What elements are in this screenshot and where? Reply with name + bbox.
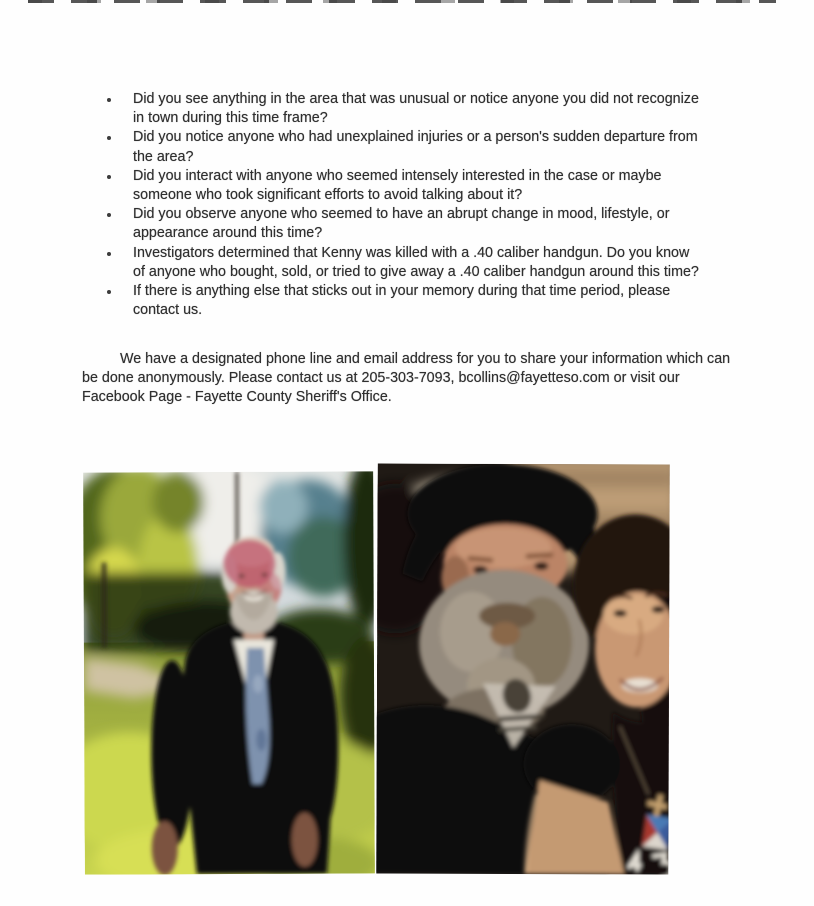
photo-selfie-couple [376, 463, 669, 874]
bullet-icon [107, 175, 111, 179]
photo-man-in-suit [83, 471, 375, 874]
list-item [104, 90, 702, 128]
bullet-text: Did you see anything in the area that was unusual or notice anyone you did not recognize in town during this time frame? [133, 91, 699, 127]
questions-bullet-list [104, 90, 702, 320]
bullet-icon [107, 213, 111, 217]
bullet-icon [107, 252, 111, 256]
list-item [104, 282, 702, 320]
bullet-icon [107, 136, 111, 140]
contact-paragraph: We have a designated phone line and email address for you to share your information which can be done anonymously. Please contact us at 205-303-7093, bcollins@fayetteso.com or visit our Facebook Page - Fayette County Sheriff's Office. [82, 351, 731, 406]
list-item [104, 128, 702, 166]
bullet-text: Did you interact with anyone who seemed intensely interested in the case or maybe someone who took significant efforts to avoid talking about it? [133, 167, 662, 204]
shirt-patch [642, 815, 669, 850]
bullet-text: Did you observe anyone who seemed to have an abrupt change in mood, lifestyle, or appearance around this time? [133, 206, 670, 242]
bullet-text: If there is anything else that sticks out in your memory during that time period, please contact us. [133, 283, 671, 319]
bullet-icon [107, 290, 111, 294]
list-item [104, 167, 702, 205]
list-item [104, 244, 702, 282]
bullet-text: Investigators determined that Kenny was killed with a .40 caliber handgun. Do you know of anyone who bought, sold, or tried to give away a .40 caliber handgun around this time? [133, 244, 699, 280]
list-item [104, 205, 702, 243]
bullet-text: Did you notice anyone who had unexplained injuries or a person's sudden departure from the area? [133, 129, 698, 165]
scan-artifact-top-edge [28, 0, 776, 3]
bullet-icon [107, 98, 111, 102]
